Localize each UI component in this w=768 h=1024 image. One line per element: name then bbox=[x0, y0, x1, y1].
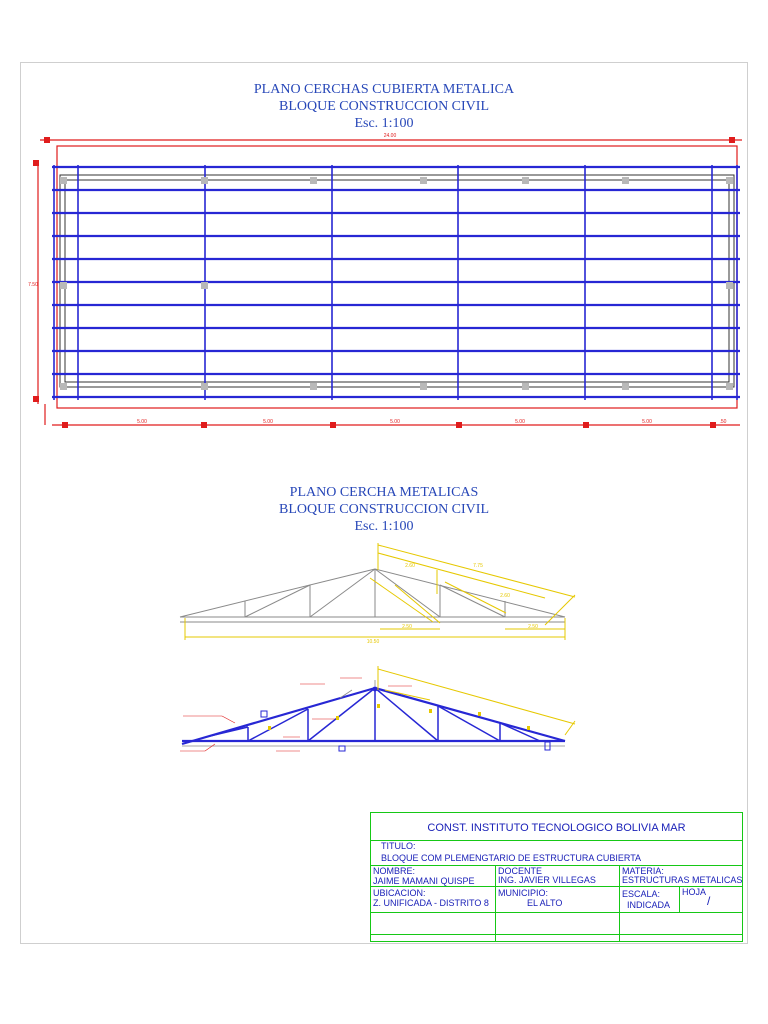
materia-label: MATERIA: bbox=[622, 866, 664, 876]
plan-purlins bbox=[52, 167, 740, 397]
docente-label: DOCENTE bbox=[498, 866, 543, 876]
hoja-label: HOJA bbox=[682, 887, 707, 897]
hoja-value: / bbox=[707, 894, 711, 908]
truss-half-dim: 2.50 bbox=[528, 624, 538, 630]
truss-panel-dim: 2.60 bbox=[405, 563, 415, 569]
nombre-label: NOMBRE: bbox=[373, 866, 416, 876]
materia-value: ESTRUCTURAS METALICAS bbox=[622, 875, 743, 885]
escala-label: ESCALA: bbox=[622, 889, 661, 899]
plan-columns bbox=[60, 177, 733, 390]
plan-bay-dim: 5.00 bbox=[390, 419, 400, 425]
truss-scale: Esc. 1:100 bbox=[354, 519, 414, 534]
plan-bay-dim: 5.00 bbox=[642, 419, 652, 425]
truss-title-line2: BLOQUE CONSTRUCCION CIVIL bbox=[279, 502, 489, 517]
truss-half-dim: 2.50 bbox=[402, 624, 412, 630]
roof-plan-scale: Esc. 1:100 bbox=[354, 116, 414, 131]
ubicacion-label: UBICACION: bbox=[373, 888, 426, 898]
titulo-label: TITULO: bbox=[381, 841, 416, 851]
plan-overall-dim: 24.00 bbox=[383, 133, 397, 139]
roof-plan-title-line1: PLANO CERCHAS CUBIERTA METALICA bbox=[253, 82, 515, 97]
plan-bay-dim: 5.00 bbox=[137, 419, 147, 425]
municipio-value: EL ALTO bbox=[527, 898, 563, 908]
municipio-label: MUNICIPIO: bbox=[498, 888, 549, 898]
truss-elevation-top bbox=[180, 543, 575, 645]
plan-bay-dim: 5.00 bbox=[515, 419, 525, 425]
title-block bbox=[370, 812, 743, 942]
nombre-value: JAIME MAMANI QUISPE bbox=[373, 876, 475, 886]
plan-bay-dim: 5.00 bbox=[263, 419, 273, 425]
roof-plan-title-line2: BLOQUE CONSTRUCCION CIVIL bbox=[279, 99, 489, 114]
truss-slope-dim: 7.75 bbox=[473, 563, 483, 569]
truss-span-dim: 10.50 bbox=[366, 639, 380, 645]
truss-elevation-detail bbox=[180, 666, 575, 751]
truss-title-line1: PLANO CERCHA METALICAS bbox=[289, 485, 479, 500]
docente-value: ING. JAVIER VILLEGAS bbox=[498, 875, 596, 885]
ubicacion-value: Z. UNIFICADA - DISTRITO 8 bbox=[373, 898, 489, 908]
institution-name: CONST. INSTITUTO TECNOLOGICO BOLIVIA MAR bbox=[427, 822, 686, 834]
plan-side-dim: 7.50 bbox=[28, 282, 38, 288]
titulo-value: BLOQUE COM PLEMENGTARIO DE ESTRUCTURA CUBIERTA bbox=[381, 853, 642, 863]
escala-value: INDICADA bbox=[627, 900, 671, 910]
plan-end-dim: .50 bbox=[719, 419, 727, 425]
truss-panel-dim: 2.60 bbox=[500, 593, 510, 599]
